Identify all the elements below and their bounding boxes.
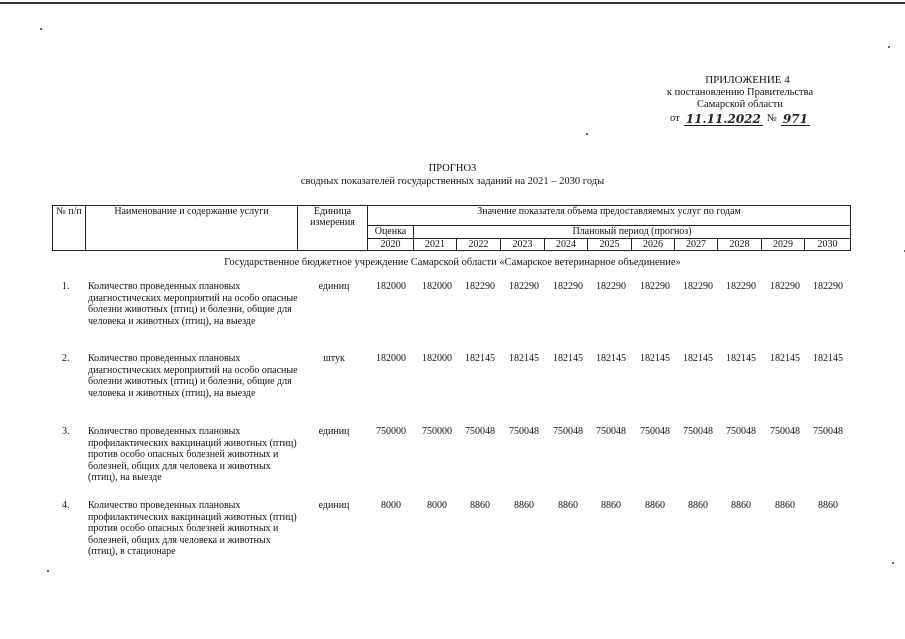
value-2025: 182145 bbox=[596, 353, 626, 364]
header-unit: Единица измерения bbox=[298, 206, 368, 251]
unit-of-measure: штук bbox=[323, 353, 345, 364]
value-2021: 182000 bbox=[422, 353, 452, 364]
appendix-block bbox=[640, 74, 840, 126]
value-2021: 182000 bbox=[422, 281, 452, 292]
value-2020: 8000 bbox=[381, 500, 401, 511]
header-num: № п/п bbox=[53, 206, 86, 251]
value-2030: 182145 bbox=[813, 353, 843, 364]
document-subtitle: сводных показателей государственных заданий на 2021 – 2030 годы bbox=[300, 175, 605, 187]
value-2023: 750048 bbox=[509, 426, 539, 437]
year-2029: 2029 bbox=[762, 238, 805, 250]
year-2023: 2023 bbox=[501, 238, 545, 250]
document-title: ПРОГНОЗ bbox=[428, 163, 477, 174]
value-2022: 182145 bbox=[465, 353, 495, 364]
value-2023: 182290 bbox=[509, 281, 539, 292]
header-name: Наименование и содержание услуги bbox=[86, 206, 298, 251]
value-2021: 750000 bbox=[422, 426, 452, 437]
value-2023: 182145 bbox=[509, 353, 539, 364]
value-2025: 182290 bbox=[596, 281, 626, 292]
value-2030: 8860 bbox=[818, 500, 838, 511]
value-2027: 182290 bbox=[683, 281, 713, 292]
service-name: Количество проведенных плановых диагностических мероприятий на особо опасные болезни животных (птиц) и болезни, общие для человека и животных (птиц), на выезде bbox=[88, 353, 298, 399]
value-2022: 8860 bbox=[470, 500, 490, 511]
value-2026: 750048 bbox=[640, 426, 670, 437]
forecast-table-header bbox=[52, 205, 851, 251]
service-name: Количество проведенных плановых профилактических вакцинаций животных (птиц) против особо опасных болезней животных и болезней, общих для человека и животных (птиц), в стационаре bbox=[88, 500, 297, 557]
service-name: Количество проведенных плановых диагностических мероприятий на особо опасные болезни животных (птиц) и болезни, общие для человека и животных (птиц), на выезде bbox=[88, 281, 298, 327]
year-2022: 2022 bbox=[457, 238, 501, 250]
value-2029: 8860 bbox=[775, 500, 795, 511]
appendix-title: ПРИЛОЖЕНИЕ 4 bbox=[705, 74, 790, 86]
year-2027: 2027 bbox=[675, 238, 718, 250]
header-plan: Плановый период (прогноз) bbox=[414, 226, 851, 238]
appendix-date-line bbox=[640, 113, 840, 126]
value-2024: 182145 bbox=[553, 353, 583, 364]
value-2028: 750048 bbox=[726, 426, 756, 437]
year-2020: 2020 bbox=[368, 238, 414, 250]
unit-of-measure: единиц bbox=[318, 426, 350, 437]
value-2030: 182290 bbox=[813, 281, 843, 292]
value-2025: 8860 bbox=[601, 500, 621, 511]
appendix-line-1: к постановлению Правительства bbox=[666, 86, 814, 98]
value-2024: 750048 bbox=[553, 426, 583, 437]
document-heading bbox=[0, 163, 905, 188]
value-2027: 182145 bbox=[683, 353, 713, 364]
year-2028: 2028 bbox=[718, 238, 762, 250]
value-2026: 8860 bbox=[645, 500, 665, 511]
value-2022: 182290 bbox=[465, 281, 495, 292]
year-2030: 2030 bbox=[805, 238, 851, 250]
row-number: 1. bbox=[62, 281, 70, 292]
value-2028: 182145 bbox=[726, 353, 756, 364]
value-2027: 750048 bbox=[683, 426, 713, 437]
value-2029: 182145 bbox=[770, 353, 800, 364]
number-handwritten: 971 bbox=[782, 111, 808, 126]
value-2020: 182000 bbox=[376, 281, 406, 292]
value-2024: 182290 bbox=[553, 281, 583, 292]
year-2024: 2024 bbox=[545, 238, 588, 250]
row-number: 4. bbox=[62, 500, 70, 511]
value-2029: 182290 bbox=[770, 281, 800, 292]
value-2023: 8860 bbox=[514, 500, 534, 511]
header-estimate: Оценка bbox=[368, 226, 414, 239]
value-2024: 8860 bbox=[558, 500, 578, 511]
organization-name: Государственное бюджетное учреждение Самарской области «Самарское ветеринарное объединение» bbox=[224, 257, 681, 268]
value-2022: 750048 bbox=[465, 426, 495, 437]
value-2030: 750048 bbox=[813, 426, 843, 437]
unit-of-measure: единиц bbox=[318, 500, 350, 511]
scan-top-border bbox=[0, 2, 905, 4]
appendix-line-2: Самарской области bbox=[697, 99, 783, 110]
value-2020: 750000 bbox=[376, 426, 406, 437]
value-2026: 182290 bbox=[640, 281, 670, 292]
value-2029: 750048 bbox=[770, 426, 800, 437]
row-number: 3. bbox=[62, 426, 70, 437]
unit-of-measure: единиц bbox=[318, 281, 350, 292]
value-2028: 182290 bbox=[726, 281, 756, 292]
year-2025: 2025 bbox=[588, 238, 632, 250]
value-2026: 182145 bbox=[640, 353, 670, 364]
value-2021: 8000 bbox=[427, 500, 447, 511]
value-2020: 182000 bbox=[376, 353, 406, 364]
year-2026: 2026 bbox=[632, 238, 675, 250]
row-number: 2. bbox=[62, 353, 70, 364]
service-name: Количество проведенных плановых профилактических вакцинаций животных (птиц) против особо опасных болезней животных и болезней, общих для человека и животных (птиц), на выезде bbox=[88, 426, 297, 483]
value-2025: 750048 bbox=[596, 426, 626, 437]
date-prefix: от bbox=[670, 113, 680, 124]
year-2021: 2021 bbox=[414, 238, 457, 250]
header-values: Значение показателя объема предоставляемых услуг по годам bbox=[368, 206, 851, 226]
number-prefix: № bbox=[766, 113, 777, 124]
value-2027: 8860 bbox=[688, 500, 708, 511]
value-2028: 8860 bbox=[731, 500, 751, 511]
date-handwritten: 11.11.2022 bbox=[685, 111, 761, 126]
